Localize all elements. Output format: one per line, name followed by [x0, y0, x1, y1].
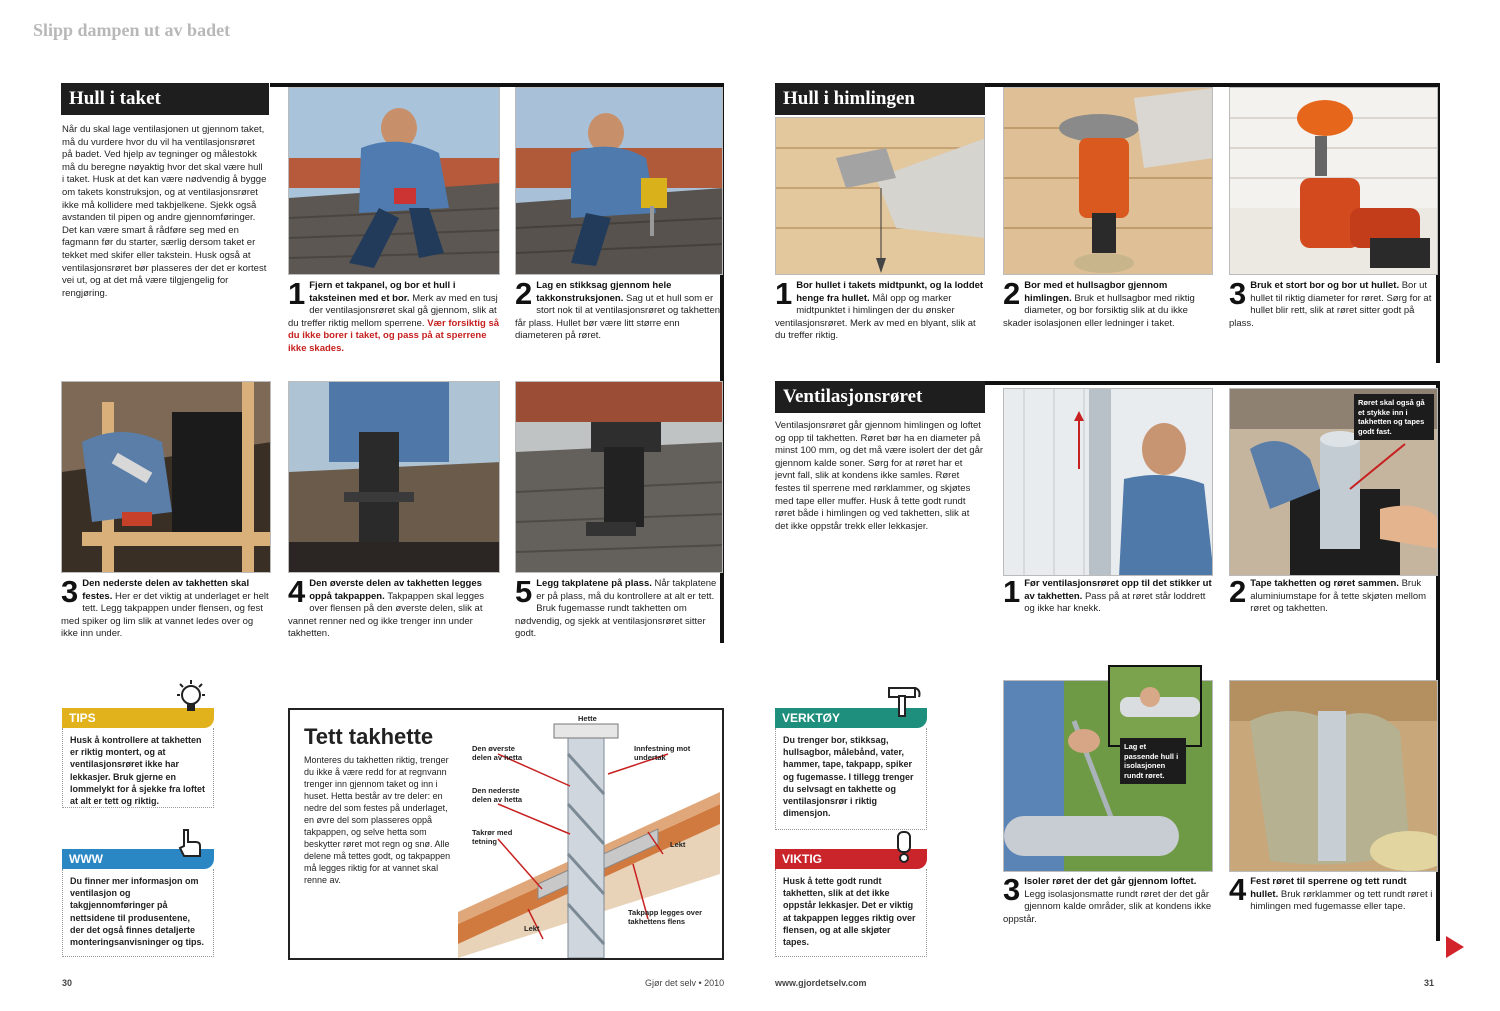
- label-upper-part: Den øverste delen av hetta: [472, 744, 523, 762]
- step-2-text: Sag ut et hull som er stort nok til at ventilasjonsrøret og takhetten får plass. Hullet bør være litt større enn diameteren på røret.: [515, 292, 720, 342]
- step-5-caption: [515, 578, 720, 644]
- pointer-hand-icon: [176, 828, 202, 860]
- ceiling-step-1-lead: Bor hullet i takets midtpunkt, og la loddet henge fra hullet.: [796, 280, 984, 304]
- www-text: Du finner mer informasjon om ventilasjon og takgjennomføringer på nettsidene til produsentene, der det også finnes detaljerte monteringsanvisninger og tips.: [62, 869, 214, 957]
- photo-roof-hat-installed: [515, 381, 723, 573]
- diagram-text: Monteres du takhetten riktig, trenger du ikke å være redd for at regnvann trenger inn gjennom taket og inn i huset. Hetta består av tre deler: en nedre del som festes på underlaget, en øvre del som plasseres oppå takpappen, og selve hetta som beskytter røret mot regn og snø. Alle delene må tettes godt, og takpappen må legges riktig for at vannet skal renne av.: [304, 755, 451, 885]
- vent-step-1-caption: [1003, 578, 1213, 632]
- label-hette: Hette: [578, 714, 597, 723]
- www-label: WWW: [62, 849, 214, 869]
- photo-large-drill: [1229, 87, 1438, 275]
- next-page-arrow-icon[interactable]: [1446, 936, 1464, 958]
- step-4-text: Takpappen skal legges over flensen på den øverste delen, slik at vannet renner ned og ikke trenger inn under takhetten.: [288, 590, 485, 640]
- tips-label: TIPS: [62, 708, 214, 728]
- label-takpapp: Takpapp legges over takhettens flens: [628, 908, 703, 926]
- vent-step-4-text: Bruk rørklammer og tett rundt røret i himlingen med fugemasse eller tape.: [1250, 888, 1433, 913]
- diagram-box-tett-takhette: [288, 708, 724, 960]
- vent-step-4-caption: [1229, 876, 1434, 946]
- verktoy-label: VERKTØY: [775, 708, 927, 728]
- hammer-icon: [885, 684, 923, 718]
- callout-insulation-hole: Lag et passende hull i isolasjonen rundt røret.: [1120, 738, 1186, 784]
- vent-step-3-number: 3: [1003, 876, 1021, 907]
- vent-step-3-lead: Isoler røret der det går gjennom loftet.: [1024, 876, 1197, 887]
- step-2-number: 2: [515, 280, 533, 311]
- step-4-number: 4: [288, 578, 306, 609]
- vent-step-2-lead: Tape takhetten og røret sammen.: [1250, 578, 1402, 589]
- ceiling-step-2-number: 2: [1003, 280, 1021, 311]
- viktig-box: [775, 849, 927, 957]
- step-5-text: Når takplatene er på plass, må du kontrollere at alt er tett. Bruk fugemasse rundt takhetten om nødvendig, og sjekk at ventilasjonsrøret sitter godt.: [515, 578, 717, 640]
- step-4-caption: [288, 578, 500, 658]
- section-title-ventilasjonsroret: Ventilasjonsrøret: [775, 381, 985, 413]
- ceiling-step-1-caption: [775, 280, 985, 350]
- vent-step-3-text: Legg isolasjonsmatte rundt røret der det går gjennom kalde områder, slik at kondens ikke oppstår.: [1003, 888, 1212, 925]
- step-4-lead: Den øverste delen av takhetten legges oppå takpappen.: [309, 578, 482, 602]
- lightbulb-icon: [174, 680, 208, 718]
- callout-tape-pipe: Røret skal også gå et stykke inn i takhetten og tapes godt fast.: [1354, 394, 1434, 440]
- verktoy-text: Du trenger bor, stikksag, hullsagbor, målebånd, vater, hammer, tape, takpapp, spiker og fugemasse. I tillegg trenger du selvsagt en takhette og ventilasjonsrør i riktig dimensjon.: [775, 728, 927, 830]
- www-box: [62, 849, 214, 957]
- vent-step-2-caption: [1229, 578, 1434, 632]
- photo-pipe-in-insulation: [1229, 680, 1438, 872]
- step-3-number: 3: [61, 578, 79, 609]
- exclamation-icon: [892, 830, 916, 864]
- section-title-hull-i-himlingen: Hull i himlingen: [775, 83, 985, 115]
- vent-step-2-text: Bruk aluminiumstape for å tette skjøten mellom røret og takhetten.: [1250, 578, 1427, 615]
- step-5-lead: Legg takplatene på plass.: [536, 578, 655, 589]
- photo-upper-part: [288, 381, 500, 573]
- section-title-hull-i-taket: Hull i taket: [61, 83, 269, 115]
- label-sleeve: Innfestning mot undertak: [634, 744, 691, 762]
- vent-step-2-number: 2: [1229, 578, 1247, 609]
- step-2-caption: [515, 280, 720, 360]
- diagram-title: Tett takhette: [304, 724, 434, 749]
- label-roof-pipe: Takrør med tetning: [472, 828, 513, 846]
- vent-top-rule: [985, 381, 1440, 385]
- label-lekt-left: Lekt: [524, 924, 540, 933]
- photo-hole-saw-drill: [1003, 87, 1213, 275]
- ceiling-step-3-lead: Bruk et stort bor og bor ut hullet.: [1250, 280, 1402, 291]
- right-page-number: 31: [1424, 978, 1435, 988]
- photo-lower-flange: [61, 381, 271, 573]
- photo-pipe-through-ceiling: [1003, 388, 1213, 576]
- vent-step-4-lead: Fest røret til sperrene og tett rundt hullet.: [1250, 876, 1407, 900]
- spread-header-title: Slipp dampen ut av badet: [33, 20, 231, 40]
- ceiling-step-2-caption: [1003, 280, 1213, 350]
- verktoy-box: [775, 708, 927, 830]
- ceiling-step-2-lead: Bor med et hullsagbor gjennom himlingen.: [1024, 280, 1168, 304]
- vent-step-1-number: 1: [1003, 578, 1021, 609]
- step-3-text: Her er det viktig at underlaget er helt tett. Legg takpappen under flensen, og fest med spiker og lim slik at vannet ledes over og ikke inn under.: [61, 590, 269, 640]
- step-1-caption: [288, 280, 500, 360]
- label-lekt-right: Lekt: [670, 840, 686, 849]
- photo-jigsaw-roof: [515, 87, 723, 275]
- ceiling-step-1-text: Mål opp og marker midtpunktet i himlingen der du ønsker ventilasjonsrøret. Merk av med en blyant, slik at du treffer riktig.: [775, 292, 976, 342]
- vent-step-1-lead: Før ventilasjonsrøret opp til det stikker ut av takhetten.: [1024, 578, 1212, 602]
- vent-body-text: Ventilasjonsrøret går gjennom himlingen og loftet og opp til takhetten. Røret bør ha en diameter på minst 100 mm, og det må være isolert der det går gjennom kalde soner. Sørg for at røret har et jevnt fall, slik at kondens ikke samles. Røret festes til sperrene med rørklammer, og skjøtes med tape eller muffer. Husk å tette godt rundt røret både i himlingen og ved takhetten, slik at det ikke oppstår trekk eller lekkasjer.: [775, 420, 984, 532]
- ceiling-step-3-text: Bor ut hullet til riktig diameter for røret. Sørg for at hullet blir rett, slik at røret sitter godt på plass.: [1229, 280, 1432, 329]
- website-url[interactable]: www.gjordetselv.com: [775, 978, 867, 988]
- photo-drilling-roof: [288, 87, 500, 275]
- step-3-caption: [61, 578, 271, 658]
- step-5-number: 5: [515, 578, 533, 609]
- left-page-number: 30: [62, 978, 73, 988]
- inset-photo-tape-joint: [1108, 665, 1202, 747]
- tips-box: [62, 708, 214, 808]
- viktig-text: Husk å tette godt rundt takhetten, slik at det ikke oppstår lekkasjer. Det er viktig at takpappen legges riktig over flensen, og at alle skjøter tapes.: [775, 869, 927, 957]
- vent-step-1-text: Pass på at røret står loddrett og ikke har knekk.: [1024, 590, 1206, 615]
- vent-step-3-caption: [1003, 876, 1213, 946]
- step-3-lead: Den nederste delen av takhetten skal festes.: [82, 578, 250, 602]
- tips-text: Husk å kontrollere at takhetten er riktig montert, og at ventilasjonsrøret ikke har lekkasjer. Bruk gjerne en lommelykt for å sjekke fra loftet at alt er tett og riktig.: [62, 728, 214, 808]
- step-1-number: 1: [288, 280, 306, 311]
- step-1-text: Merk av med en tusj der ventilasjonsrøret skal gå gjennom, slik at du treffer riktig mellom sperrene.: [288, 292, 498, 329]
- step-1-lead: Fjern et takpanel, og bor et hull i taksteinen med et bor.: [309, 280, 456, 304]
- photo-ceiling-plumb: [775, 117, 985, 275]
- ceiling-step-1-number: 1: [775, 280, 793, 311]
- label-lower-part: Den nederste delen av hetta: [472, 786, 523, 804]
- ceiling-step-3-number: 3: [1229, 280, 1247, 311]
- step-2-lead: Lag en stikksag gjennom hele takkonstruksjonen.: [536, 280, 672, 304]
- vent-step-4-number: 4: [1229, 876, 1247, 907]
- step-1-warning: Vær forsiktig så du ikke borer i taket, og pass på at sperrene ikke skades.: [288, 317, 500, 354]
- viktig-label: VIKTIG: [775, 849, 927, 869]
- ceiling-step-2-text: Bruk et hullsagbor med riktig diameter, og bor forsiktig slik at du ikke skader isolasjonen eller ledninger i taket.: [1003, 292, 1195, 329]
- intro-text: Når du skal lage ventilasjonen ut gjennom taket, må du vurdere hvor du vil ha ventilasjonsrøret på badet. Ved hjelp av tegninger og målestokk må du beregne nøyaktig hvor det skal være hull i taket. Husk at det kan være nødvendig å bygge om takets konstruksjon, og at ventilasjonsrøret ikke må kollidere med takbjelkene. Sjekk også avstanden til pipen og andre gjennomføringer. Det kan være smart å rådføre seg med en fagmann før du starter, særlig dersom taket er tekket med skifer eller takstein. Husk også at ventilasjonsrøret bør plasseres der det er kortest vei ut, og at det må være tilgjengelig for rengjøring.: [62, 124, 267, 299]
- ceiling-step-3-caption: [1229, 280, 1434, 360]
- magazine-issue: Gjør det selv • 2010: [645, 978, 725, 988]
